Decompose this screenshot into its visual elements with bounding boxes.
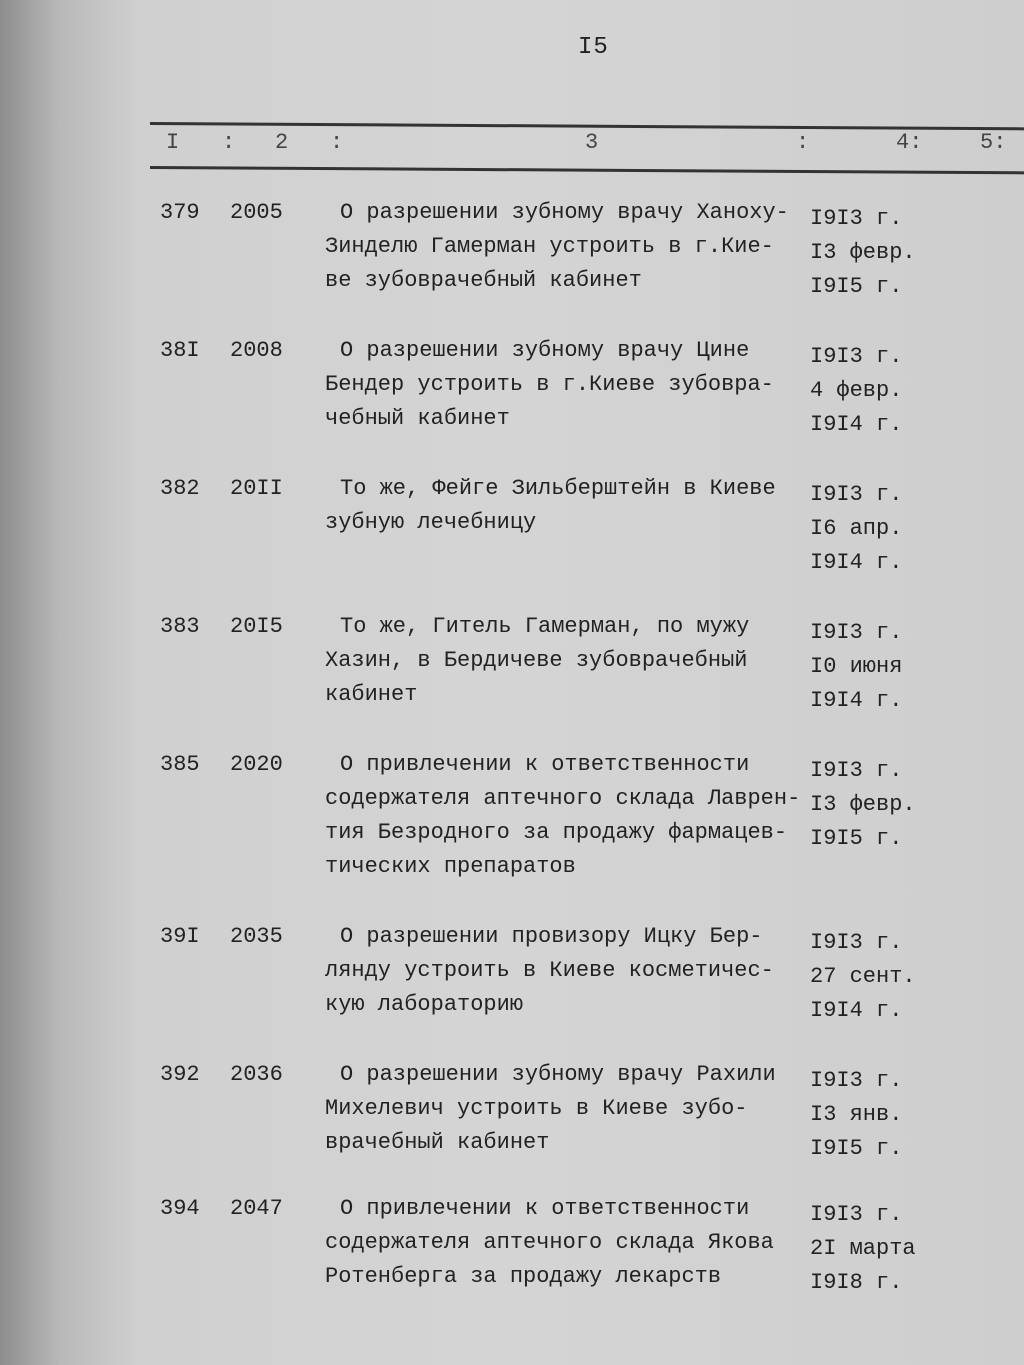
record-date-line: I9I4 г.: [810, 550, 903, 575]
record-date-line: I9I5 г.: [810, 826, 903, 851]
header-bottom-rule: [150, 166, 1024, 174]
record-date-line: I6 апр.: [810, 516, 903, 541]
record-file-code: 2036: [230, 1062, 283, 1087]
record-description-line: То же, Фейге Зильберштейн в Киеве: [340, 476, 776, 501]
record-description-line: О разрешении зубному врачу Ханоху-: [340, 200, 789, 225]
record-number: 385: [160, 752, 200, 777]
record-description-line: кабинет: [325, 682, 418, 707]
record-date-line: I9I3 г.: [810, 482, 903, 507]
column-separator: :: [222, 130, 236, 155]
record-description-line: содержателя аптечного склада Лаврен-: [325, 786, 801, 811]
record-file-code: 2020: [230, 752, 283, 777]
column-header-2: 2: [275, 130, 289, 155]
record-date-line: I9I5 г.: [810, 1136, 903, 1161]
record-date-line: 4 февр.: [810, 378, 903, 403]
column-header-3: 3: [585, 130, 599, 155]
record-description-line: Михелевич устроить в Киеве зубо-: [325, 1096, 748, 1121]
record-file-code: 2008: [230, 338, 283, 363]
record-description-line: Хазин, в Бердичеве зубоврачебный: [325, 648, 748, 673]
column-separator: :: [796, 130, 810, 155]
record-description-line: Зинделю Гамерман устроить в г.Кие-: [325, 234, 774, 259]
record-date-line: I9I3 г.: [810, 758, 903, 783]
record-description-line: тия Безродного за продажу фармацев-: [325, 820, 788, 845]
record-date-line: I9I3 г.: [810, 1202, 903, 1227]
record-description-line: ве зубоврачебный кабинет: [325, 268, 642, 293]
record-date-line: I9I3 г.: [810, 620, 903, 645]
record-number: 39I: [160, 924, 200, 949]
record-date-line: I9I3 г.: [810, 930, 903, 955]
record-date-line: I9I3 г.: [810, 1068, 903, 1093]
record-description-line: О привлечении к ответственности: [340, 752, 750, 777]
record-number: 394: [160, 1196, 200, 1221]
record-description-line: кую лабораторию: [325, 992, 524, 1017]
record-date-line: I9I3 г.: [810, 344, 903, 369]
record-number: 379: [160, 200, 200, 225]
record-description-line: зубную лечебницу: [325, 510, 537, 535]
record-description-line: О разрешении зубному врачу Рахили: [340, 1062, 776, 1087]
record-description-line: тических препаратов: [325, 854, 576, 879]
record-description-line: чебный кабинет: [325, 406, 510, 431]
column-header-1: I: [166, 130, 180, 155]
record-date-line: I3 февр.: [810, 240, 916, 265]
record-number: 38I: [160, 338, 200, 363]
record-description-line: О разрешении провизору Ицку Бер-: [340, 924, 763, 949]
record-date-line: I9I4 г.: [810, 998, 903, 1023]
record-date-line: I9I3 г.: [810, 206, 903, 231]
record-file-code: 20I5: [230, 614, 283, 639]
record-description-line: содержателя аптечного склада Якова: [325, 1230, 774, 1255]
record-date-line: I3 февр.: [810, 792, 916, 817]
record-date-line: I0 июня: [810, 654, 903, 679]
record-file-code: 2005: [230, 200, 283, 225]
record-number: 392: [160, 1062, 200, 1087]
record-description-line: Бендер устроить в г.Киеве зубовра-: [325, 372, 774, 397]
record-date-line: I3 янв.: [810, 1102, 903, 1127]
column-header-5: 5:: [980, 130, 1007, 155]
record-file-code: 2035: [230, 924, 283, 949]
record-description-line: То же, Гитель Гамерман, по мужу: [340, 614, 750, 639]
record-date-line: I9I4 г.: [810, 412, 903, 437]
record-description-line: лянду устроить в Киеве косметичес-: [325, 958, 774, 983]
record-description-line: врачебный кабинет: [325, 1130, 550, 1155]
record-number: 382: [160, 476, 200, 501]
record-date-line: I9I5 г.: [810, 274, 903, 299]
record-description-line: Ротенберга за продажу лекарств: [325, 1264, 722, 1289]
record-date-line: 2I марта: [810, 1236, 916, 1261]
record-number: 383: [160, 614, 200, 639]
column-separator: :: [330, 130, 344, 155]
record-date-line: 27 сент.: [810, 964, 916, 989]
column-header-4: 4:: [896, 130, 923, 155]
record-description-line: О привлечении к ответственности: [340, 1196, 750, 1221]
record-file-code: 2047: [230, 1196, 283, 1221]
page-number: I5: [578, 34, 609, 61]
record-file-code: 20II: [230, 476, 283, 501]
record-description-line: О разрешении зубному врачу Цине: [340, 338, 750, 363]
record-date-line: I9I4 г.: [810, 688, 903, 713]
record-date-line: I9I8 г.: [810, 1270, 903, 1295]
